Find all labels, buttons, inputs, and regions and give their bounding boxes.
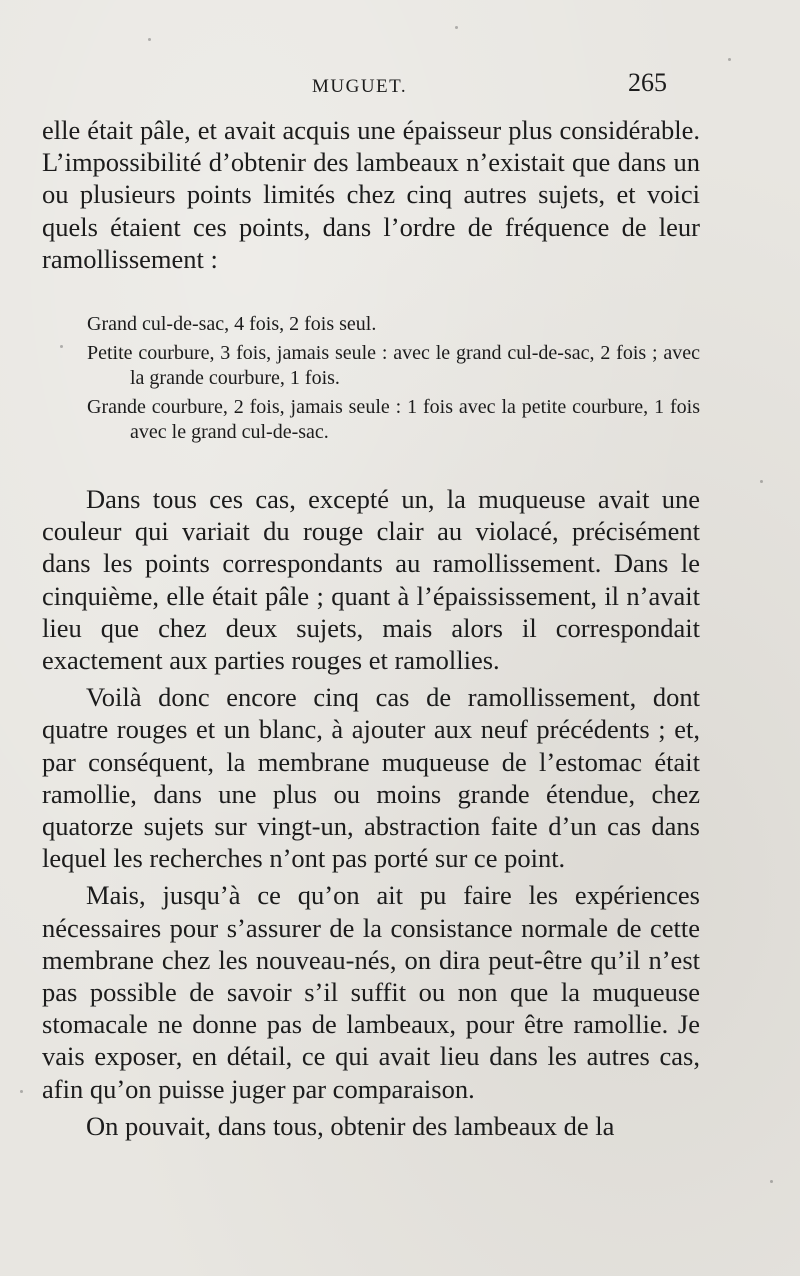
paper-speck [760, 480, 763, 483]
paragraph: Dans tous ces cas, excepté un, la muqueuse avait une couleur qui variait du rouge clair au violacé, précisément dans les points correspondants au ramollissement. Dans le cinquième, elle était pâle ; quant à l’épaississement, il n’avait lieu que chez deux sujets, mais alors il correspondait exactement aux parties rouges et ramollies. [42, 484, 700, 676]
paper-speck [770, 1180, 773, 1183]
paragraph: Mais, jusqu’à ce qu’on ait pu faire les expériences nécessaires pour s’assurer de la consistance normale de cette membrane chez les nouveau-nés, on dira peut-être qu’il n’est pas possible de savoir s’il suffit ou non que la muqueuse stomacale ne donne pas de lambeaux, pour être ramollie. Je vais exposer, en détail, ce qui avait lieu dans les autres cas, afin qu’on puisse juger par comparaison. [42, 880, 700, 1104]
text-block-top [42, 114, 700, 275]
list-item: Grande courbure, 2 fois, jamais seule : 1 fois avec la petite courbure, 1 fois avec le grand cul-de-sac. [87, 396, 700, 443]
paper-speck [728, 58, 731, 61]
paragraph: elle était pâle, et avait acquis une épaisseur plus considérable. L’impossibilité d’obtenir des lambeaux n’existait que dans un ou plusieurs points limités chez cinq autres sujets, et voici quels étaient ces points, dans l’ordre de fréquence de leur ramollissement : [42, 115, 700, 274]
softening-list [87, 312, 700, 449]
paper-speck [455, 26, 458, 29]
paper-speck [148, 38, 151, 41]
running-head [0, 68, 800, 106]
running-head-title: MUGUET. [312, 76, 408, 97]
text-block-bottom [42, 483, 700, 1147]
page-number: 265 [628, 68, 667, 97]
list-item: Petite courbure, 3 fois, jamais seule : avec le grand cul-de-sac, 2 fois ; avec la grande courbure, 1 fois. [87, 342, 700, 389]
paragraph: Voilà donc encore cinq cas de ramollissement, dont quatre rouges et un blanc, à ajouter aux neuf précédents ; et, par conséquent, la membrane muqueuse de l’estomac était ramollie, dans une plus ou moins grande étendue, chez quatorze sujets sur vingt-un, abstraction faite d’un cas dans lequel les recherches n’ont pas porté sur ce point. [42, 682, 700, 874]
list-item: Grand cul-de-sac, 4 fois, 2 fois seul. [87, 313, 377, 335]
paper-speck [20, 1090, 23, 1093]
paragraph: On pouvait, dans tous, obtenir des lambeaux de la [86, 1110, 615, 1141]
paper-speck [60, 345, 63, 348]
